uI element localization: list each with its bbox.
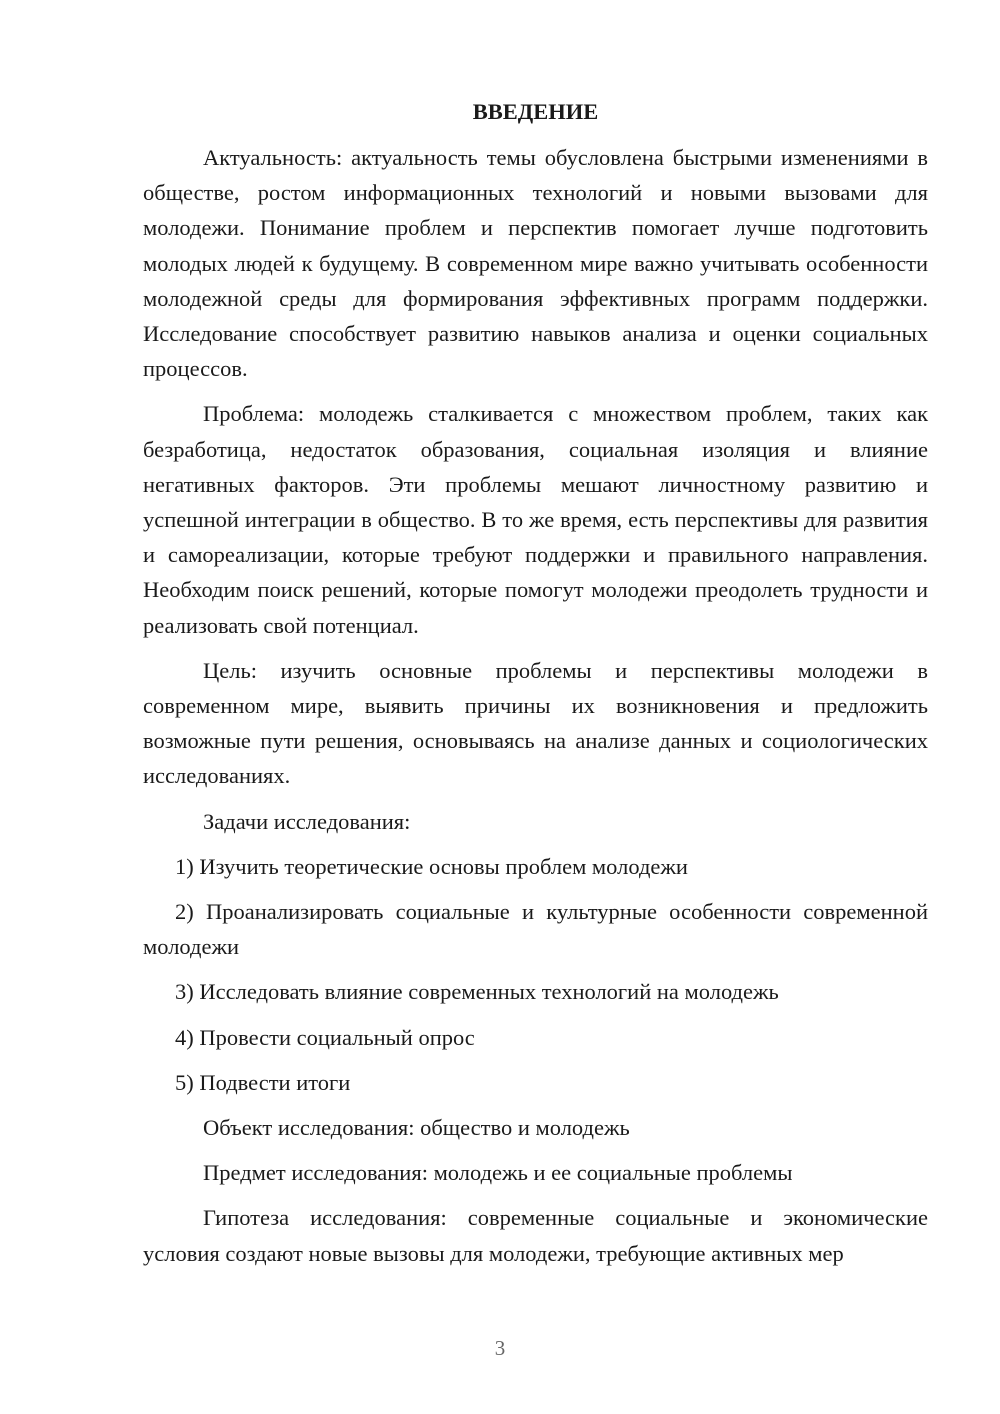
paragraph-hypothesis: Гипотеза исследования: современные социальные и экономические условия создают новые вызовы для молодежи, требующие активных мер: [143, 1205, 928, 1266]
research-subject: Предмет исследования: молодежь и ее социальные проблемы: [203, 1160, 793, 1186]
task-item-1: 1) Изучить теоретические основы проблем молодежи: [175, 853, 688, 879]
tasks-heading: Задачи исследования:: [203, 808, 411, 834]
page-number: 3: [494, 1336, 506, 1360]
task-item-5: 5) Подвести итоги: [175, 1069, 351, 1095]
research-object: Объект исследования: общество и молодежь: [203, 1115, 630, 1141]
document-page: [143, 96, 928, 1281]
page-title: ВВЕДЕНИЕ: [472, 99, 599, 124]
paragraph-relevance: Актуальность: актуальность темы обусловлена быстрыми изменениями в обществе, ростом информационных технологий и новыми вызовами для молодежи. Понимание проблем и перспектив помогает лучше подготовить молодых людей к будущему. В современном мире важно учитывать особенности молодежной среды для формирования эффективных программ поддержки. Исследование способствует развитию навыков анализа и оценки социальных процессов.: [143, 145, 928, 382]
task-item-4: 4) Провести социальный опрос: [175, 1024, 475, 1050]
paragraph-problem: Проблема: молодежь сталкивается с множеством проблем, таких как безработица, недостаток образования, социальная изоляция и влияние негативных факторов. Эти проблемы мешают личностному развитию и успешной интеграции в общество. В то же время, есть перспективы для развития и самореализации, которые требуют поддержки и правильного направления. Необходим поиск решений, которые помогут молодежи преодолеть трудности и реализовать свой потенциал.: [143, 401, 928, 638]
paragraph-goal: Цель: изучить основные проблемы и перспективы молодежи в современном мире, выявить причины их возникновения и предложить возможные пути решения, основываясь на анализе данных и социологических исследованиях.: [143, 657, 928, 789]
task-item-3: 3) Исследовать влияние современных технологий на молодежь: [175, 979, 779, 1005]
task-item-2: 2) Проанализировать социальные и культурные особенности современной молодежи: [143, 899, 928, 960]
